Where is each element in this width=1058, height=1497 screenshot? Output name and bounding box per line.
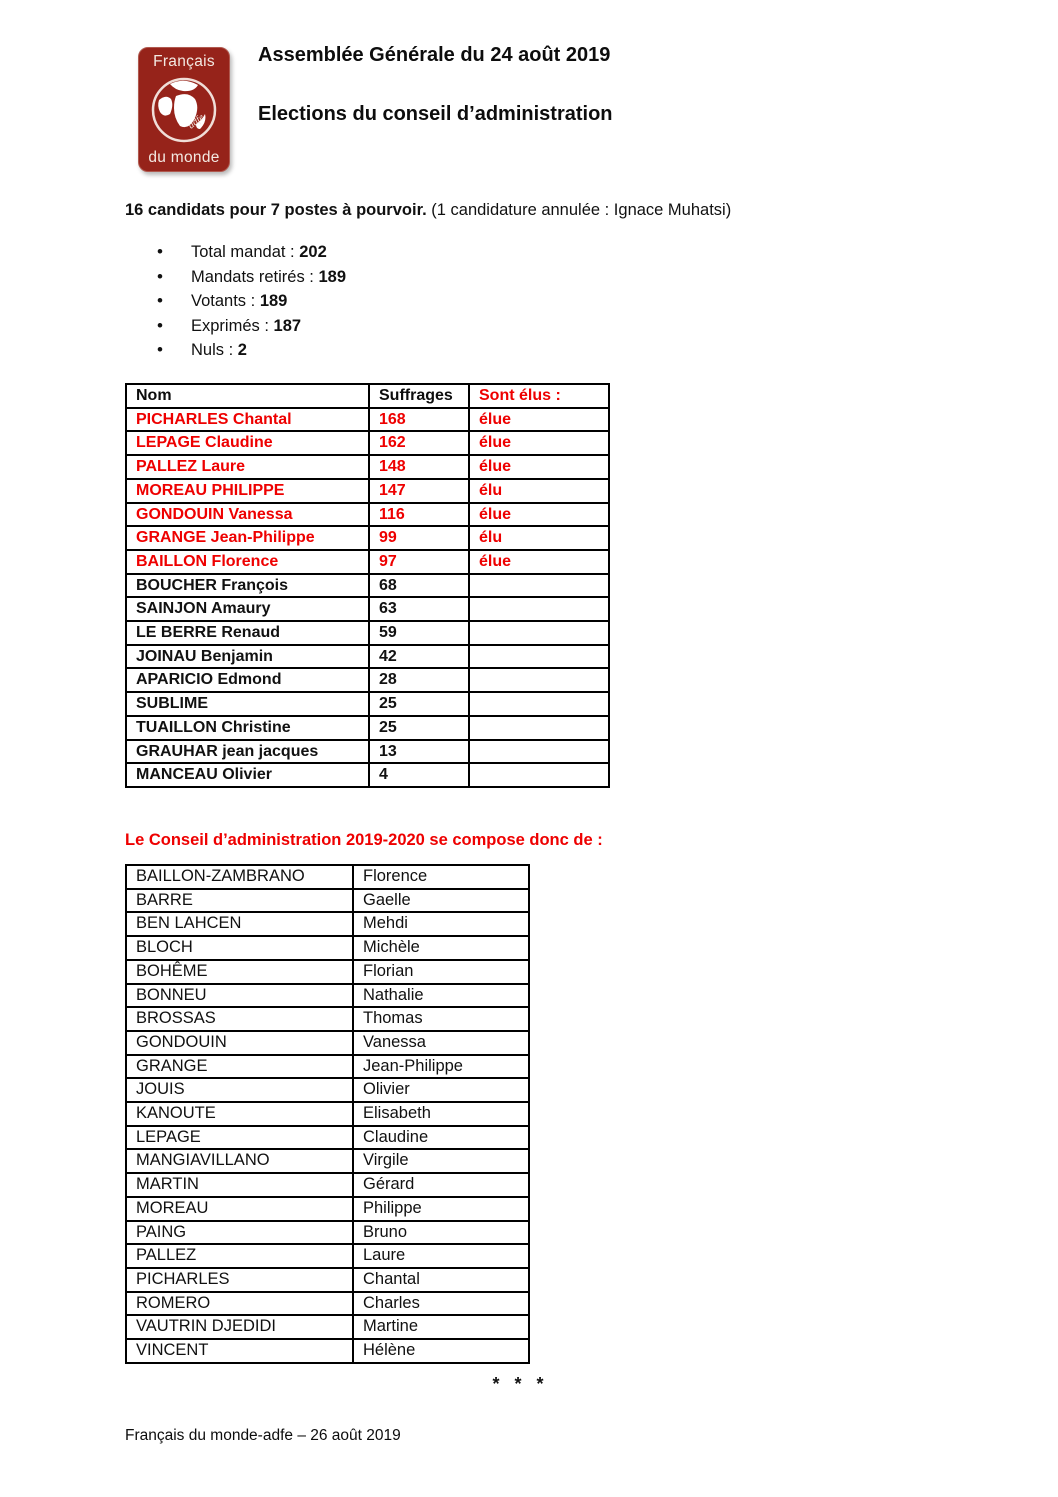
candidate-name: SUBLIME (126, 692, 369, 716)
council-first-name: Elisabeth (353, 1102, 529, 1126)
result-row (126, 716, 609, 740)
council-last-name: VAUTRIN DJEDIDI (126, 1315, 353, 1339)
council-row (126, 960, 529, 984)
result-row (126, 668, 609, 692)
council-heading: Le Conseil d’administration 2019-2020 se compose donc de : (125, 831, 603, 849)
page-footer: Français du monde-adfe – 26 août 2019 (125, 1427, 401, 1444)
council-first-name: Florian (353, 960, 529, 984)
result-row (126, 574, 609, 598)
council-first-name: Gaelle (353, 889, 529, 913)
result-row (126, 763, 609, 787)
suffrages-value: 116 (369, 503, 469, 527)
suffrages-value: 63 (369, 597, 469, 621)
council-row (126, 1339, 529, 1363)
stats-list (157, 240, 346, 363)
suffrages-value: 13 (369, 740, 469, 764)
council-last-name: PALLEZ (126, 1244, 353, 1268)
result-row (126, 408, 609, 432)
council-first-name: Charles (353, 1292, 529, 1316)
council-last-name: BAILLON-ZAMBRANO (126, 865, 353, 889)
candidate-name: LE BERRE Renaud (126, 621, 369, 645)
council-last-name: PICHARLES (126, 1268, 353, 1292)
stat-value: 202 (299, 243, 327, 261)
result-row (126, 455, 609, 479)
suffrages-value: 4 (369, 763, 469, 787)
council-first-name: Nathalie (353, 984, 529, 1008)
council-first-name: Olivier (353, 1078, 529, 1102)
suffrages-value: 59 (369, 621, 469, 645)
council-first-name: Florence (353, 865, 529, 889)
separator-stars: * * * (492, 1374, 549, 1394)
council-row (126, 1078, 529, 1102)
elected-status (469, 597, 609, 621)
candidate-name: BOUCHER François (126, 574, 369, 598)
intro-regular-text: (1 candidature annulée : Ignace Muhatsi) (426, 201, 732, 219)
suffrages-value: 162 (369, 431, 469, 455)
council-row (126, 1268, 529, 1292)
intro-line (125, 201, 731, 220)
candidate-name: TUAILLON Christine (126, 716, 369, 740)
council-row (126, 1173, 529, 1197)
elected-status (469, 763, 609, 787)
suffrages-value: 68 (369, 574, 469, 598)
stat-label: Nuls : (191, 341, 234, 360)
council-last-name: MARTIN (126, 1173, 353, 1197)
elected-status (469, 668, 609, 692)
elected-status (469, 740, 609, 764)
globe-icon (150, 74, 218, 146)
result-row (126, 431, 609, 455)
result-row (126, 692, 609, 716)
council-last-name: BARRE (126, 889, 353, 913)
suffrages-value: 99 (369, 526, 469, 550)
council-last-name: BROSSAS (126, 1007, 353, 1031)
council-row (126, 936, 529, 960)
stat-value: 189 (318, 267, 347, 286)
candidate-name: LEPAGE Claudine (126, 431, 369, 455)
candidate-name: MOREAU PHILIPPE (126, 479, 369, 503)
suffrages-value: 25 (369, 716, 469, 740)
elected-status (469, 574, 609, 598)
council-row (126, 1221, 529, 1245)
council-first-name: Mehdi (353, 912, 529, 936)
council-row (126, 1102, 529, 1126)
elected-status: élue (469, 550, 609, 574)
candidate-name: GRANGE Jean-Philippe (126, 526, 369, 550)
intro-bold-text: 16 candidats pour 7 postes à pourvoir. (125, 201, 427, 219)
council-first-name: Jean-Philippe (353, 1055, 529, 1079)
council-last-name: LEPAGE (126, 1126, 353, 1150)
result-row (126, 526, 609, 550)
council-first-name: Vanessa (353, 1031, 529, 1055)
result-row (126, 550, 609, 574)
candidate-name: APARICIO Edmond (126, 668, 369, 692)
council-last-name: JOUIS (126, 1078, 353, 1102)
council-row (126, 1055, 529, 1079)
stat-label: Exprimés : (191, 316, 269, 335)
council-last-name: BLOCH (126, 936, 353, 960)
council-row (126, 912, 529, 936)
council-first-name: Thomas (353, 1007, 529, 1031)
elected-status (469, 645, 609, 669)
stat-label: Votants : (191, 292, 256, 311)
council-last-name: MANGIAVILLANO (126, 1149, 353, 1173)
council-row (126, 1149, 529, 1173)
elected-status (469, 621, 609, 645)
logo-text-top: Français (153, 53, 215, 70)
council-row (126, 1007, 529, 1031)
council-last-name: GONDOUIN (126, 1031, 353, 1055)
candidate-name: BAILLON Florence (126, 550, 369, 574)
council-first-name: Virgile (353, 1149, 529, 1173)
council-first-name: Martine (353, 1315, 529, 1339)
council-first-name: Hélène (353, 1339, 529, 1363)
council-row (126, 865, 529, 889)
stat-value: 2 (237, 341, 247, 360)
col-header-nom: Nom (126, 384, 369, 408)
elected-status: élue (469, 408, 609, 432)
suffrages-value: 168 (369, 408, 469, 432)
council-row (126, 1292, 529, 1316)
council-first-name: Michèle (353, 936, 529, 960)
result-row (126, 621, 609, 645)
candidate-name: PALLEZ Laure (126, 455, 369, 479)
elected-status: élue (469, 455, 609, 479)
council-last-name: PAING (126, 1221, 353, 1245)
stat-item (157, 289, 346, 314)
council-first-name: Chantal (353, 1268, 529, 1292)
council-last-name: GRANGE (126, 1055, 353, 1079)
council-row (126, 1197, 529, 1221)
page-subtitle: Elections du conseil d’administration (258, 103, 613, 125)
elected-status: élu (469, 479, 609, 503)
col-header-suffrages: Suffrages (369, 384, 469, 408)
candidate-name: GONDOUIN Vanessa (126, 503, 369, 527)
suffrages-value: 97 (369, 550, 469, 574)
council-last-name: BONNEU (126, 984, 353, 1008)
elected-status: élue (469, 503, 609, 527)
results-header-row (126, 384, 609, 408)
candidate-name: SAINJON Amaury (126, 597, 369, 621)
council-first-name: Laure (353, 1244, 529, 1268)
stat-item (157, 265, 346, 290)
council-last-name: BEN LAHCEN (126, 912, 353, 936)
council-row (126, 1126, 529, 1150)
col-header-sont-elus: Sont élus : (469, 384, 609, 408)
stat-value: 189 (259, 292, 288, 311)
stat-item (157, 338, 346, 363)
council-last-name: VINCENT (126, 1339, 353, 1363)
council-row (126, 889, 529, 913)
page-title: Assemblée Générale du 24 août 2019 (258, 44, 611, 66)
result-row (126, 479, 609, 503)
suffrages-value: 148 (369, 455, 469, 479)
suffrages-value: 28 (369, 668, 469, 692)
suffrages-value: 147 (369, 479, 469, 503)
elected-status (469, 716, 609, 740)
council-row (126, 1031, 529, 1055)
council-last-name: MOREAU (126, 1197, 353, 1221)
elected-status: élu (469, 526, 609, 550)
candidate-name: PICHARLES Chantal (126, 408, 369, 432)
result-row (126, 645, 609, 669)
result-row (126, 503, 609, 527)
candidate-name: GRAUHAR jean jacques (126, 740, 369, 764)
results-table (125, 383, 610, 788)
stat-label: Mandats retirés : (191, 267, 314, 286)
council-row (126, 1244, 529, 1268)
council-first-name: Philippe (353, 1197, 529, 1221)
stat-item (157, 314, 346, 339)
council-row (126, 1315, 529, 1339)
council-last-name: KANOUTE (126, 1102, 353, 1126)
council-table (125, 864, 530, 1364)
council-last-name: ROMERO (126, 1292, 353, 1316)
globe-adfe-label: adfe (186, 111, 207, 131)
logo-text-bottom: du monde (148, 149, 220, 166)
suffrages-value: 42 (369, 645, 469, 669)
suffrages-value: 25 (369, 692, 469, 716)
stat-item (157, 240, 346, 265)
elected-status: élue (469, 431, 609, 455)
council-last-name: BOHÊME (126, 960, 353, 984)
logo (138, 47, 230, 172)
stat-value: 187 (273, 316, 302, 335)
stat-label: Total mandat : (191, 243, 295, 261)
council-first-name: Bruno (353, 1221, 529, 1245)
council-row (126, 984, 529, 1008)
elected-status (469, 692, 609, 716)
candidate-name: MANCEAU Olivier (126, 763, 369, 787)
result-row (126, 597, 609, 621)
council-first-name: Gérard (353, 1173, 529, 1197)
council-first-name: Claudine (353, 1126, 529, 1150)
candidate-name: JOINAU Benjamin (126, 645, 369, 669)
result-row (126, 740, 609, 764)
